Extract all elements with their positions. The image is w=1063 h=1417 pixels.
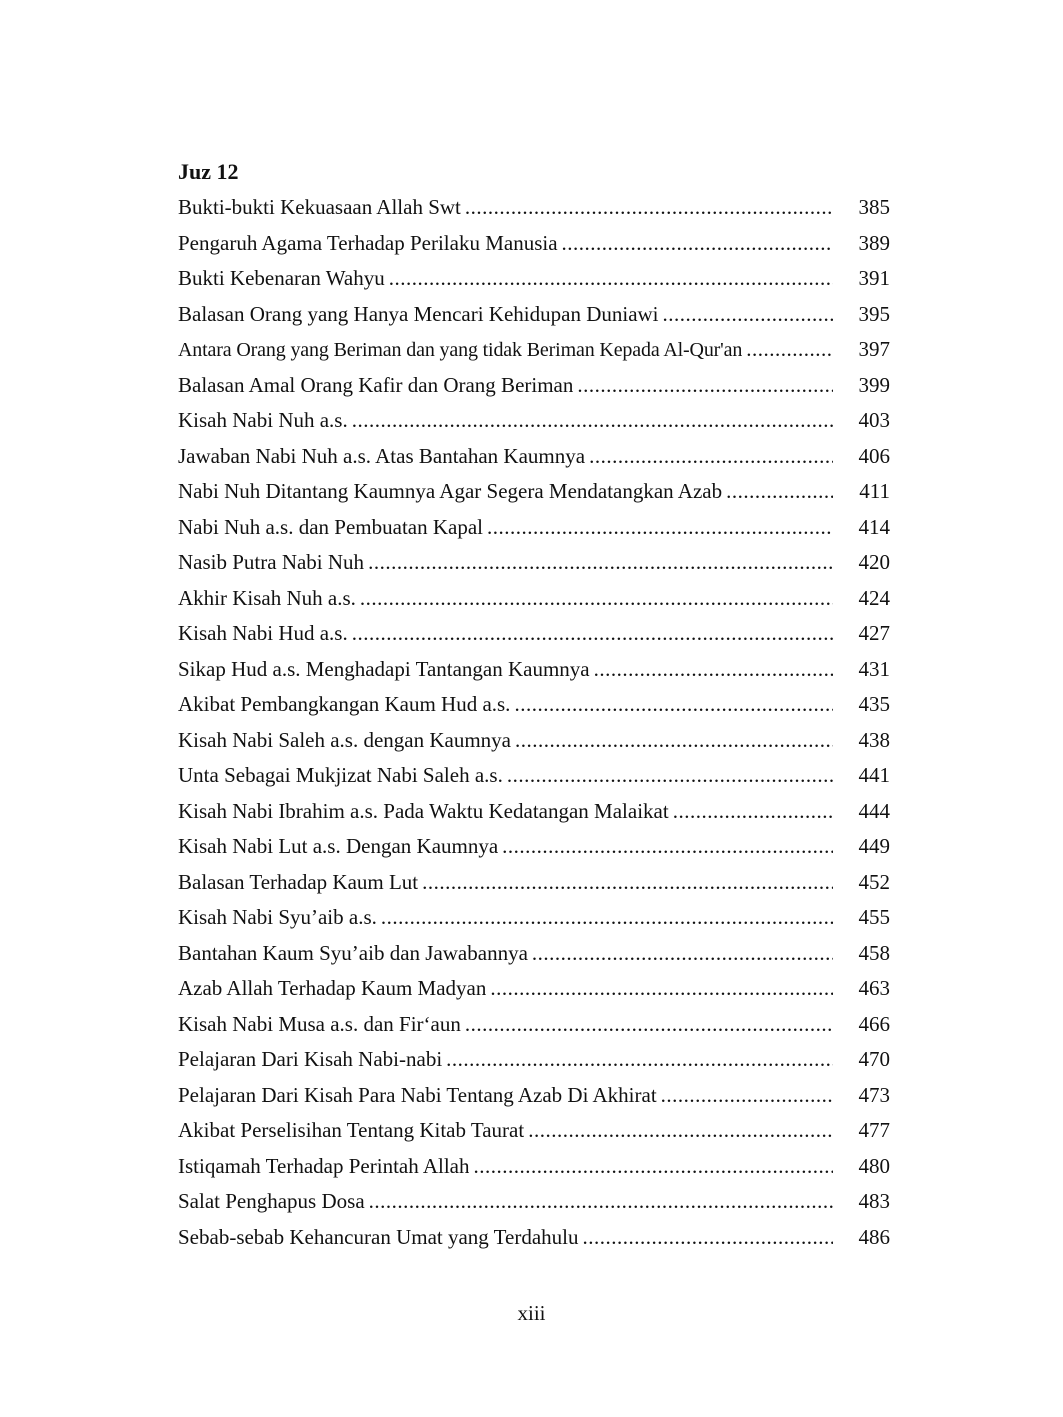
- toc-entry-page: 449: [858, 834, 890, 858]
- toc-entry-page: 486: [858, 1224, 890, 1249]
- toc-entry-title: Akibat Pembangkangan Kaum Hud a.s.: [178, 692, 511, 716]
- toc-entry-title: Bukti-bukti Kekuasaan Allah Swt: [178, 195, 461, 219]
- toc-entry-title: Sikap Hud a.s. Menghadapi Tantangan Kaumnya: [178, 656, 590, 681]
- toc-entry: [178, 439, 890, 475]
- dot-leader: [465, 190, 833, 226]
- dot-leader: [528, 1113, 833, 1149]
- toc-entry: [178, 1113, 890, 1149]
- toc-entry-page: 389: [858, 230, 890, 255]
- toc-entry-title: Kisah Nabi Syu’aib a.s.: [178, 905, 377, 929]
- toc-entry: [178, 758, 890, 794]
- toc-entry-page: 397: [858, 337, 890, 361]
- toc-entry: [178, 403, 890, 439]
- toc-entry-page: 466: [858, 1011, 890, 1036]
- toc-entry-page: 444: [858, 798, 890, 823]
- toc-entry: [178, 1220, 890, 1256]
- toc-entry-title: Balasan Terhadap Kaum Lut: [178, 869, 419, 894]
- toc-entry-page: 431: [858, 656, 890, 681]
- dot-leader: [746, 332, 833, 368]
- toc-entry: [178, 297, 890, 333]
- toc-entry-title: Balasan Amal Orang Kafir dan Orang Beriman: [178, 372, 574, 397]
- dot-leader: [502, 829, 833, 865]
- toc-entry-page: 458: [858, 940, 890, 965]
- toc-entry: [178, 190, 890, 226]
- toc-entry: [178, 581, 890, 617]
- toc-entry: [178, 616, 890, 652]
- dot-leader: [352, 616, 833, 652]
- toc-entry-title: Salat Penghapus Dosa: [178, 1189, 365, 1213]
- toc-entry: [178, 1149, 890, 1185]
- toc-entry-page: 452: [858, 869, 890, 894]
- toc-entry-page: 441: [858, 763, 890, 787]
- toc-entry-title: Pelajaran Dari Kisah Nabi-nabi: [178, 1047, 443, 1071]
- toc-entry-title: Jawaban Nabi Nuh a.s. Atas Bantahan Kaumnya: [178, 443, 586, 468]
- toc-entry-page: 424: [858, 585, 890, 610]
- dot-leader: [577, 368, 833, 404]
- dot-leader: [381, 900, 833, 936]
- toc-entry-title: Akhir Kisah Nuh a.s.: [178, 585, 356, 610]
- toc-entry-title: Kisah Nabi Ibrahim a.s. Pada Waktu Kedatangan Malaikat: [178, 798, 669, 823]
- toc-entry-page: 427: [858, 621, 890, 645]
- toc-entry: [178, 510, 890, 546]
- toc-entry-title: Sebab-sebab Kehancuran Umat yang Terdahulu: [178, 1224, 579, 1249]
- toc-entry-page: 395: [858, 301, 890, 326]
- toc-entry-page: 399: [858, 372, 890, 397]
- toc-entry: [178, 829, 890, 865]
- toc-entry: [178, 332, 890, 368]
- toc-entry: [178, 652, 890, 688]
- toc-entry-title: Kisah Nabi Musa a.s. dan Fir‘aun: [178, 1011, 461, 1036]
- dot-leader: [360, 581, 833, 617]
- toc-entry: [178, 1042, 890, 1078]
- dot-leader: [673, 794, 833, 830]
- toc-entry-title: Nasib Putra Nabi Nuh: [178, 550, 365, 574]
- dot-leader: [368, 545, 833, 581]
- dot-leader: [446, 1042, 833, 1078]
- toc-entry-title: Kisah Nabi Lut a.s. Dengan Kaumnya: [178, 834, 499, 858]
- toc-entry-title: Kisah Nabi Hud a.s.: [178, 621, 348, 645]
- toc-entry: [178, 723, 890, 759]
- dot-leader: [389, 261, 833, 297]
- toc-entry: [178, 900, 890, 936]
- toc-entry-page: 411: [859, 479, 890, 503]
- toc-entry: [178, 226, 890, 262]
- dot-leader: [473, 1149, 833, 1185]
- toc-entry-page: 414: [858, 514, 890, 539]
- toc-entry-title: Bantahan Kaum Syu’aib dan Jawabannya: [178, 940, 528, 965]
- dot-leader: [352, 403, 833, 439]
- dot-leader: [490, 971, 833, 1007]
- dot-leader: [562, 226, 833, 262]
- toc-entry-page: 483: [858, 1189, 890, 1213]
- toc-entry-title: Pengaruh Agama Terhadap Perilaku Manusia: [178, 230, 558, 255]
- toc-entry: [178, 545, 890, 581]
- dot-leader: [507, 758, 833, 794]
- toc-entry-page: 435: [858, 692, 890, 716]
- toc-entry-page: 403: [858, 408, 890, 432]
- toc-entry-page: 438: [858, 727, 890, 752]
- toc-entry-page: 477: [858, 1118, 890, 1142]
- dot-leader: [465, 1007, 833, 1043]
- toc-entry-title: Istiqamah Terhadap Perintah Allah: [178, 1153, 470, 1178]
- dot-leader: [663, 297, 833, 333]
- toc-entry-page: 455: [858, 905, 890, 929]
- toc-entry-title: Bukti Kebenaran Wahyu: [178, 266, 385, 290]
- toc-entry: [178, 865, 890, 901]
- toc-entry-page: 385: [858, 195, 890, 219]
- toc-entry: [178, 794, 890, 830]
- dot-leader: [532, 936, 833, 972]
- toc-entry: [178, 1184, 890, 1220]
- toc-entry-title: Antara Orang yang Beriman dan yang tidak Beriman Kepada Al-Qur'an: [178, 339, 743, 361]
- toc-entry: [178, 474, 890, 510]
- toc-entry: [178, 261, 890, 297]
- dot-leader: [422, 865, 833, 901]
- toc-entry: [178, 1078, 890, 1114]
- dot-leader: [661, 1078, 833, 1114]
- dot-leader: [589, 439, 833, 475]
- toc-entry-title: Unta Sebagai Mukjizat Nabi Saleh a.s.: [178, 763, 503, 787]
- toc-entry-page: 420: [858, 550, 890, 574]
- toc-entry-page: 406: [858, 443, 890, 468]
- dot-leader: [726, 474, 833, 510]
- toc-entry: [178, 687, 890, 723]
- toc-entry-title: Pelajaran Dari Kisah Para Nabi Tentang Azab Di Akhirat: [178, 1082, 657, 1107]
- dot-leader: [487, 510, 833, 546]
- toc-entry: [178, 936, 890, 972]
- toc-entry-title: Balasan Orang yang Hanya Mencari Kehidupan Duniawi: [178, 301, 659, 326]
- toc-entry: [178, 1007, 890, 1043]
- toc-entry-page: 463: [858, 976, 890, 1000]
- toc-entry-title: Akibat Perselisihan Tentang Kitab Taurat: [178, 1118, 525, 1142]
- dot-leader: [369, 1184, 833, 1220]
- toc-entry: [178, 971, 890, 1007]
- dot-leader: [594, 652, 833, 688]
- toc-entry-page: 473: [858, 1082, 890, 1107]
- dot-leader: [583, 1220, 834, 1256]
- dot-leader: [515, 723, 833, 759]
- toc-entry: [178, 368, 890, 404]
- toc-entry-title: Nabi Nuh Ditantang Kaumnya Agar Segera Mendatangkan Azab: [178, 479, 723, 503]
- toc-entry-title: Azab Allah Terhadap Kaum Madyan: [178, 976, 487, 1000]
- page-number: xiii: [517, 1301, 546, 1325]
- toc-entry-page: 391: [858, 266, 890, 290]
- dot-leader: [514, 687, 833, 723]
- toc-entry-page: 480: [858, 1153, 890, 1178]
- table-of-contents: [178, 190, 890, 1255]
- toc-entry-title: Kisah Nabi Nuh a.s.: [178, 408, 348, 432]
- section-heading: Juz 12: [178, 159, 239, 184]
- toc-entry-page: 470: [858, 1047, 890, 1071]
- toc-entry-title: Nabi Nuh a.s. dan Pembuatan Kapal: [178, 514, 484, 539]
- toc-entry-title: Kisah Nabi Saleh a.s. dengan Kaumnya: [178, 727, 511, 752]
